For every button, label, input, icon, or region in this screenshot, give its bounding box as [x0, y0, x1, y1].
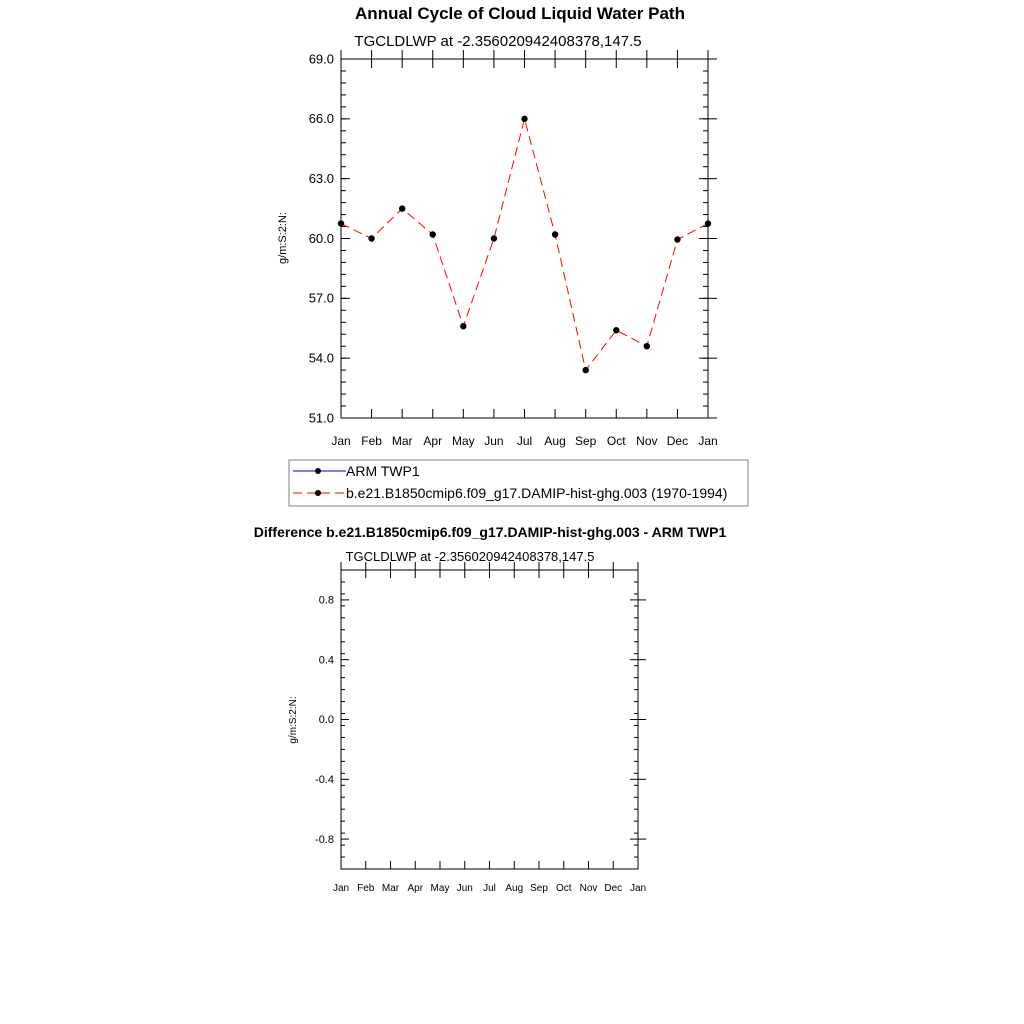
data-point	[613, 327, 619, 333]
chart1-x-ticks	[331, 50, 717, 448]
chart2-ytick-label: -0.4	[315, 773, 334, 786]
chart2-xtick-label: Nov	[579, 883, 598, 894]
series-line-1	[341, 119, 708, 370]
chart1-ytick-label: 60.0	[308, 230, 334, 246]
chart1-series	[338, 116, 711, 374]
chart1-xtick-label: Dec	[666, 434, 689, 448]
data-point	[491, 235, 497, 241]
chart2-subtitle: TGCLDLWP at -2.356020942408378,147.5	[345, 549, 595, 564]
chart1-xtick-label: Apr	[423, 434, 443, 448]
chart2-xtick-label: Jul	[483, 883, 496, 894]
chart1-xtick-label: May	[451, 434, 475, 448]
chart2-xtick-label: Jan	[332, 883, 350, 894]
chart1-plot-frame	[341, 59, 708, 418]
chart2-xtick-label: Jan	[629, 883, 647, 894]
chart1-xtick-label: Mar	[391, 434, 413, 448]
chart1-ytick-label: 69.0	[308, 51, 334, 67]
chart1-subtitle: TGCLDLWP at -2.356020942408378,147.5	[354, 33, 642, 50]
legend-marker-model	[315, 490, 321, 496]
chart1-title: Annual Cycle of Cloud Liquid Water Path	[355, 4, 685, 23]
chart2-y-axis-label: g/m:S:2:N:	[288, 696, 299, 744]
difference-chart	[254, 524, 727, 894]
chart2-xtick-label: Apr	[407, 883, 424, 894]
chart2-ytick-label: 0.8	[318, 594, 334, 607]
chart1-ytick-label: 54.0	[308, 350, 334, 366]
data-point	[430, 231, 436, 237]
data-point	[552, 231, 558, 237]
legend-label-arm: ARM TWP1	[346, 463, 420, 479]
chart2-ytick-label: -0.8	[315, 833, 334, 846]
annual-cycle-chart	[277, 4, 718, 448]
chart1-xtick-label: Jan	[698, 434, 718, 448]
chart1-ytick-label: 63.0	[308, 171, 334, 186]
chart1-xtick-label: Jun	[484, 434, 504, 448]
chart2-title: Difference b.e21.B1850cmip6.f09_g17.DAMIP-hist-ghg.003 - ARM TWP1	[253, 524, 727, 540]
chart1-xtick-label: Aug	[544, 434, 566, 448]
chart1-ytick-label: 51.0	[308, 410, 334, 426]
chart1-xtick-label: Nov	[636, 434, 658, 448]
data-point	[705, 220, 711, 226]
chart2-ytick-label: 0.0	[318, 714, 334, 727]
data-point	[338, 220, 344, 226]
chart2-xtick-label: Sep	[530, 883, 548, 894]
chart2-xtick-label: May	[430, 883, 450, 894]
chart2-xtick-label: Dec	[604, 883, 623, 894]
chart1-xtick-label: Jul	[516, 434, 533, 448]
chart2-plot-frame	[341, 570, 638, 869]
chart2-y-ticks	[315, 570, 646, 869]
chart2-xtick-label: Oct	[555, 883, 572, 894]
chart2-xtick-label: Feb	[357, 883, 375, 894]
chart1-xtick-label: Feb	[361, 434, 382, 448]
chart1-y-axis-label: g/m:S:2:N:	[277, 212, 289, 264]
chart1-xtick-label: Sep	[574, 434, 597, 448]
chart2-ytick-label: 0.4	[318, 654, 334, 667]
data-point	[399, 205, 405, 211]
legend-marker-arm	[315, 468, 321, 474]
chart1-xtick-label: Oct	[606, 434, 626, 448]
data-point	[368, 235, 374, 241]
chart2-xtick-label: Mar	[381, 883, 400, 894]
data-point	[521, 116, 527, 122]
chart1-ytick-label: 57.0	[308, 290, 334, 306]
legend-label-model: b.e21.B1850cmip6.f09_g17.DAMIP-hist-ghg.003 (1970-1994)	[346, 485, 728, 501]
chart1-xtick-label: Jan	[331, 434, 351, 448]
chart1-legend	[289, 460, 748, 506]
chart1-ytick-label: 66.0	[308, 111, 334, 127]
chart2-xtick-label: Aug	[505, 883, 524, 894]
data-point	[644, 343, 650, 349]
data-point	[460, 323, 466, 329]
chart2-x-ticks	[333, 562, 646, 894]
data-point	[582, 367, 588, 373]
chart2-xtick-label: Jun	[456, 883, 473, 894]
data-point	[674, 236, 680, 242]
